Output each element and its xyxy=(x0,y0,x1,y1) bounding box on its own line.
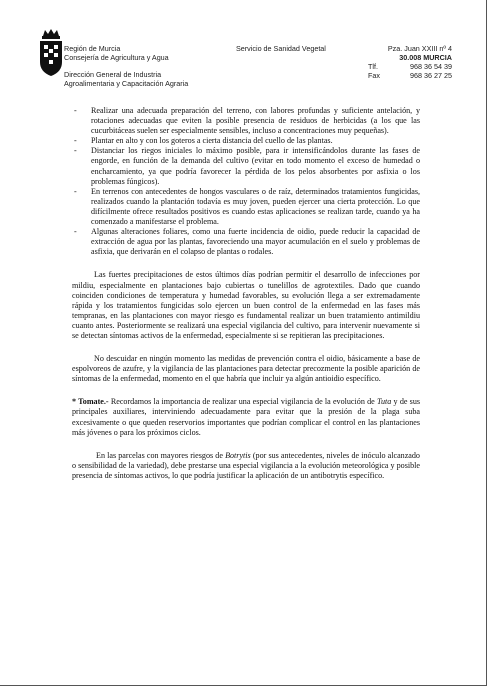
phone-label: Tlf. xyxy=(368,62,378,71)
list-item xyxy=(72,187,420,227)
contact-block xyxy=(368,44,452,80)
list-item xyxy=(72,146,420,186)
directorate-name: Dirección General de Industria xyxy=(64,70,162,79)
tuta-term: Tuta xyxy=(376,397,392,407)
list-item-text: En terrenos con antecedentes de hongos vasculares o de raíz, determinados tratamientos fungicidas, realizados cuando la plantación todavía es muy joven, pueden ejercer una cierta protección. Lo que difícilmente ofrece resultados positivos es cuando estas aplicaciones se realizan tarde, cuando ya ha comenzado a manifestarse el problema. xyxy=(91,186,420,227)
region-name: Región de Murcia xyxy=(64,44,121,53)
tomato-text-b: y de sus principales auxiliares, interviniendo adecuadamente para evitar que la presión de la plaga suba excesivamente o que queden reservorios importantes que podrían complicar el control en las plantaciones más jóvenes o para los próximos ciclos. xyxy=(72,397,421,437)
list-item-text: Plantar en alto y con los goteros a cierta distancia del cuello de las plantas. xyxy=(91,136,333,146)
directorate-name-line2: Agroalimentaria y Capacitación Agraria xyxy=(64,79,189,88)
ministry-name: Consejería de Agricultura y Agua xyxy=(64,53,169,62)
list-item-text: Algunas alteraciones foliares, como una fuerte incidencia de oidio, puede reducir la capacidad de extracción de agua por las plantas, favoreciendo una mayor acumulación en el suelo y problemas de asfixia, que derivarán en el colapso de plantas o rodales. xyxy=(91,227,420,257)
tomato-text-a: Recordamos la importancia de realizar una especial vigilancia de la evolución de xyxy=(108,397,377,407)
list-item-text: Realizar una adecuada preparación del terreno, con labores profundas y suficiente antelación, y rotaciones adecuadas que eviten la posible presencia de residuos de herbicidas (a los que las cucurbitáceas suelen ser especialmente sensibles, incluso a concentraciones muy pequeñas). xyxy=(91,106,420,136)
directorate-block xyxy=(64,70,234,88)
bullet-marker: - xyxy=(74,136,77,146)
fax-label: Fax xyxy=(368,71,380,80)
recommendation-list xyxy=(72,106,420,257)
issuer-block xyxy=(64,44,224,62)
tomato-paragraph xyxy=(72,397,420,437)
region-crest-logo xyxy=(38,28,64,82)
botrytis-term: Botrytis xyxy=(225,450,251,460)
bullet-marker: - xyxy=(74,146,77,156)
list-item-text: Distanciar los riegos iniciales lo máximo posible, para ir intensificándolos durante las fases de engorde, en función de la demanda del cultivo (evitar en todo momento el exceso de humedad o encharcamiento, ya que podría favorecer la pérdida de los pelos absorbentes por asfixia o los problemas fúngicos). xyxy=(91,146,420,186)
address: Pza. Juan XXIII nº 4 xyxy=(387,44,452,53)
fax-number: 968 36 27 25 xyxy=(410,71,452,80)
service-name: Servicio de Sanidad Vegetal xyxy=(236,44,326,53)
powdery-mildew-paragraph: No descuidar en ningún momento las medidas de prevención contra el oidio, básicamente a base de espolvoreos de azufre, y la vigilancia de las plantaciones para detectar precozmente la posible aparición de síntomas de la enfermedad, momento en el que habría que incluir ya algún antioidio específico. xyxy=(72,354,420,384)
phone-row xyxy=(368,62,452,71)
list-item xyxy=(72,106,420,136)
list-item xyxy=(72,136,420,146)
mildew-paragraph: Las fuertes precipitaciones de estos últimos días podrían permitir el desarrollo de infecciones por mildiu, especialmente en plantaciones bajo cubiertas o tunelillos de agrotextiles. Dado que cuando coinciden condiciones de temperatura y humedad favorables, su evolución llega a ser extremadamente rápida y los tratamientos fungicidas solo ejercen un buen control de la enfermedad en las fases más tempranas, en las plantaciones con mayor riesgo es fundamental realizar un buen tratamiento antimildiu cuanto antes. Posteriormente se realizará una especial vigilancia del cultivo, para intervenir nuevamente si se detectan síntomas activos de la enfermedad, especialmente si se repitieran las precipitaciones. xyxy=(72,270,420,340)
tomato-heading: * Tomate.- xyxy=(72,397,109,407)
bullet-marker: - xyxy=(74,106,77,115)
document-body xyxy=(72,106,420,481)
botrytis-paragraph xyxy=(72,451,420,481)
bullet-marker: - xyxy=(74,227,77,237)
city: 30.008 MURCIA xyxy=(399,53,452,62)
phone-number: 968 36 54 39 xyxy=(410,62,452,71)
fax-row xyxy=(368,71,452,80)
list-item xyxy=(72,227,420,257)
letterhead xyxy=(0,28,487,88)
botrytis-text-a: En las parcelas con mayores riesgos de xyxy=(96,450,226,460)
bullet-marker: - xyxy=(74,186,77,196)
botrytis-text-b: (por sus antecedentes, niveles de inóculo alcanzado o sensibilidad de la variedad), debe prestarse una especial vigilancia a la evolución meteorológica y posible presencia de síntomas activos, lo que podría justificar la aplicación de un antibotrytis específico. xyxy=(72,450,420,480)
